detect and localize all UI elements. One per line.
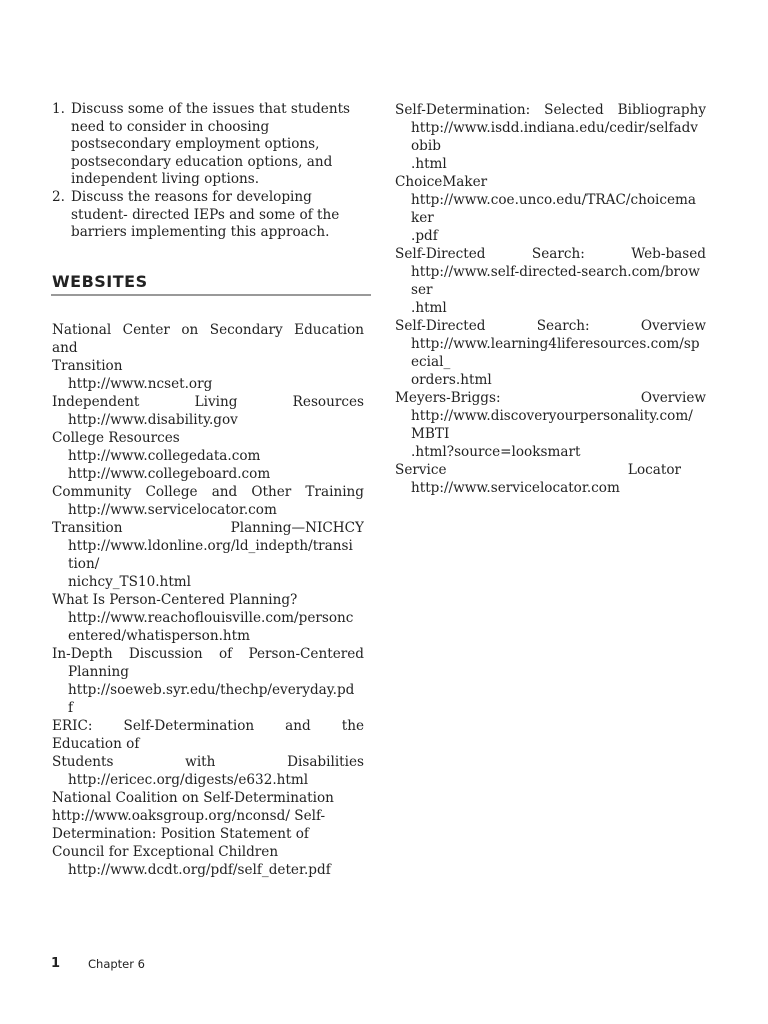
website-entry-line: Service Locator <box>395 462 681 478</box>
website-url[interactable]: http://www.servicelocator.com <box>68 502 277 518</box>
website-entry-line: Transition Planning—NICHCY <box>52 520 364 536</box>
website-entry-line: Self-Directed Search: Overview <box>395 318 706 334</box>
website-entry-line: Independent Living Resources <box>52 394 364 410</box>
website-entry-line: entered/whatisperson.htm <box>68 628 251 644</box>
website-entry-line: ChoiceMaker <box>395 174 488 190</box>
question-number: 2. <box>52 188 65 205</box>
website-url[interactable]: orders.html <box>411 372 492 388</box>
website-url[interactable]: .html <box>411 156 447 172</box>
website-entry-line: http://www.oaksgroup.org/nconsd/ Self- <box>52 808 326 824</box>
website-entry-line: In-Depth Discussion of Person-Centered <box>52 646 364 662</box>
website-url[interactable]: http://www.self-directed-search.com/brow <box>411 264 700 280</box>
website-entry-line: MBTI <box>411 426 450 442</box>
website-entry-line: What Is Person-Centered Planning? <box>52 592 298 608</box>
website-url[interactable]: http://www.learning4liferesources.com/sp <box>411 336 700 352</box>
question-item <box>52 101 372 189</box>
website-entry-line: and <box>52 340 78 356</box>
website-entry-line: Transition <box>52 358 123 374</box>
website-entry-line: College Resources <box>52 430 180 446</box>
website-entry-line: Students with Disabilities <box>52 754 364 770</box>
website-entry-line: National Center on Secondary Education <box>52 322 364 338</box>
question-item <box>52 189 372 242</box>
website-url[interactable]: http://www.discoveryourpersonality.com/ <box>411 408 693 424</box>
website-url[interactable]: .html?source=looksmart <box>411 444 581 460</box>
websites-left-column <box>52 321 364 879</box>
website-url[interactable]: http://soeweb.syr.edu/thechp/everyday.pd <box>68 682 355 698</box>
website-url[interactable]: ser <box>411 282 433 298</box>
page-number: 1 <box>51 956 61 971</box>
websites-right-column <box>395 101 706 497</box>
question-number: 1. <box>52 101 65 117</box>
website-entry-line: Planning <box>68 664 129 680</box>
website-url[interactable]: http://www.collegedata.com <box>68 448 261 464</box>
discussion-questions <box>52 101 372 242</box>
chapter-label: Chapter 6 <box>88 957 145 971</box>
website-url[interactable]: tion/ <box>68 556 100 572</box>
website-url[interactable]: http://www.collegeboard.com <box>68 466 271 482</box>
website-url[interactable]: http://www.ldonline.org/ld_indepth/transi <box>68 538 353 554</box>
website-entry-line: Community College and Other Training <box>52 484 364 500</box>
question-text: Discuss some of the issues that students need to consider in choosing postsecondary employment options, postsecondary education options, and independent living options. <box>71 101 351 188</box>
website-url[interactable]: http://www.servicelocator.com <box>411 480 620 496</box>
website-url[interactable]: http://ericec.org/digests/e632.html <box>68 772 309 788</box>
website-url[interactable]: http://www.ncset.org <box>68 376 213 392</box>
question-text: Discuss the reasons for developing student- directed IEPs and some of the barriers implementing this approach. <box>71 188 340 241</box>
website-url[interactable]: ker <box>411 210 434 226</box>
website-url[interactable]: obib <box>411 138 441 154</box>
website-url[interactable]: ecial_ <box>411 354 451 370</box>
website-url[interactable]: .html <box>411 300 447 316</box>
website-url[interactable]: http://www.reachoflouisville.com/personc <box>68 610 354 626</box>
website-entry-line: Meyers-Briggs: Overview <box>395 390 706 406</box>
website-url[interactable]: http://www.isdd.indiana.edu/cedir/selfadv <box>411 120 698 136</box>
website-entry-line: National Coalition on Self-Determination <box>52 790 334 806</box>
heading-rule <box>51 294 371 296</box>
website-url[interactable]: http://www.dcdt.org/pdf/self_deter.pdf <box>68 862 331 878</box>
website-url[interactable]: .pdf <box>411 228 438 244</box>
website-entry-line: Education of <box>52 736 140 752</box>
website-url[interactable]: http://www.coe.unco.edu/TRAC/choicema <box>411 192 697 208</box>
website-entry-line: Determination: Position Statement of <box>52 826 309 842</box>
section-heading: WEBSITES <box>52 272 148 291</box>
website-entry-line: Self-Directed Search: Web-based <box>395 246 706 262</box>
website-url[interactable]: f <box>68 700 74 716</box>
website-url[interactable]: nichcy_TS10.html <box>68 574 192 590</box>
website-entry-line: Council for Exceptional Children <box>52 844 279 860</box>
website-entry-line: ERIC: Self-Determination and the <box>52 718 364 734</box>
website-entry-line: Self-Determination: Selected Bibliography <box>395 102 706 118</box>
website-url[interactable]: http://www.disability.gov <box>68 412 238 428</box>
